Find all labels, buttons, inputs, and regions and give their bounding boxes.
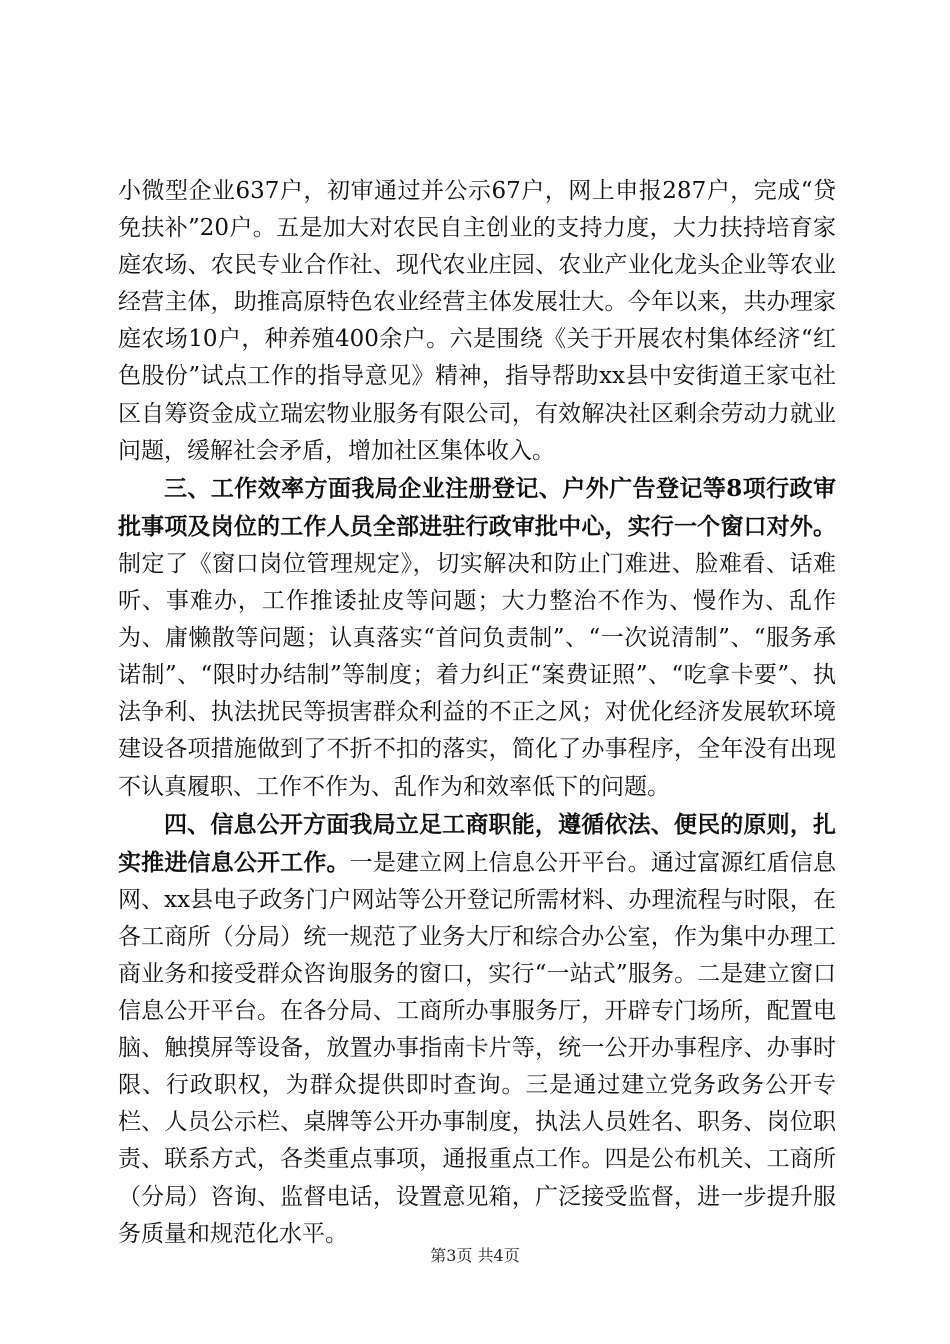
paragraph-text: 制定了《窗口岗位管理规定》，切实解决和防止门难进、脸难看、话难听、事难办，工作推诿扯皮等问题；大力整治不作为、慢作为、乱作为、庸懒散等问题；认真落实“首问负责制”、“一次说清制”、“服务承诺制”、“限时办结制”等制度；着力纠正“案费证照”、“吃拿卡要”、执法争利、执法扰民等损害群众利益的不正之风；对优化经济发展软环境建设各项措施做到了不折不扣的落实，简化了办事程序，全年没有出现不认真履职、工作不作为、乱作为和效率低下的问题。 [118, 550, 836, 800]
document-body [118, 172, 836, 1253]
paragraph-text: 一是建立网上信息公开平台。通过富源红盾信息网、xx县电子政务门户网站等公开登记所需材料、办理流程与时限，在各工商所（分局）统一规范了业务大厅和综合办公室，作为集中办理工商业务和接受群众咨询服务的窗口，实行“一站式”服务。二是建立窗口信息公开平台。在各分局、工商所办事服务厅，开辟专门场所，配置电脑、触摸屏等设备，放置办事指南卡片等，统一公开办事程序、办事时限、行政职权，为群众提供即时查询。三是通过建立党务政务公开专栏、人员公示栏、桌牌等公开办事制度，执法人员姓名、职务、岗位职责、联系方式，各类重点事项，通报重点工作。四是公布机关、工商所（分局）咨询、监督电话，设置意见箱，广泛接受监督，进一步提升服务质量和规范化水平。 [118, 849, 837, 1247]
paragraph-text: 小微型企业637户，初审通过并公示67户，网上申报287户，完成“贷免扶补”20户。五是加大对农民自主创业的支持力度，大力扶持培育家庭农场、农民专业合作社、现代农业庄园、农业产业化龙头企业等农业经营主体，助推高原特色农业经营主体发展壮大。今年以来，共办理家庭农场10户，种养殖400余户。六是围绕《关于开展农村集体经济“红色股份”试点工作的指导意见》精神，指导帮助xx县中安街道王家屯社区自筹资金成立瑞宏物业服务有限公司，有效解决社区剩余劳动力就业问题，缓解社会矛盾，增加社区集体收入。 [118, 178, 836, 464]
paragraph-lead: 三、工作效率方面我局企业注册登记、户外广告登记等8项行政审批事项及岗位的工作人员全部进驻行政审批中心，实行一个窗口对外。 [118, 474, 836, 540]
paragraph-lead: 四、信息公开方面我局立足工商职能，遵循依法、便民的原则，扎实推进信息公开工作。 [118, 810, 836, 876]
page-footer [0, 1245, 950, 1267]
paragraph-information-disclosure [118, 806, 836, 1253]
paragraph-continued [118, 172, 836, 470]
page-number: 第3页 共4页 [430, 1246, 520, 1265]
paragraph-work-efficiency [118, 470, 836, 806]
